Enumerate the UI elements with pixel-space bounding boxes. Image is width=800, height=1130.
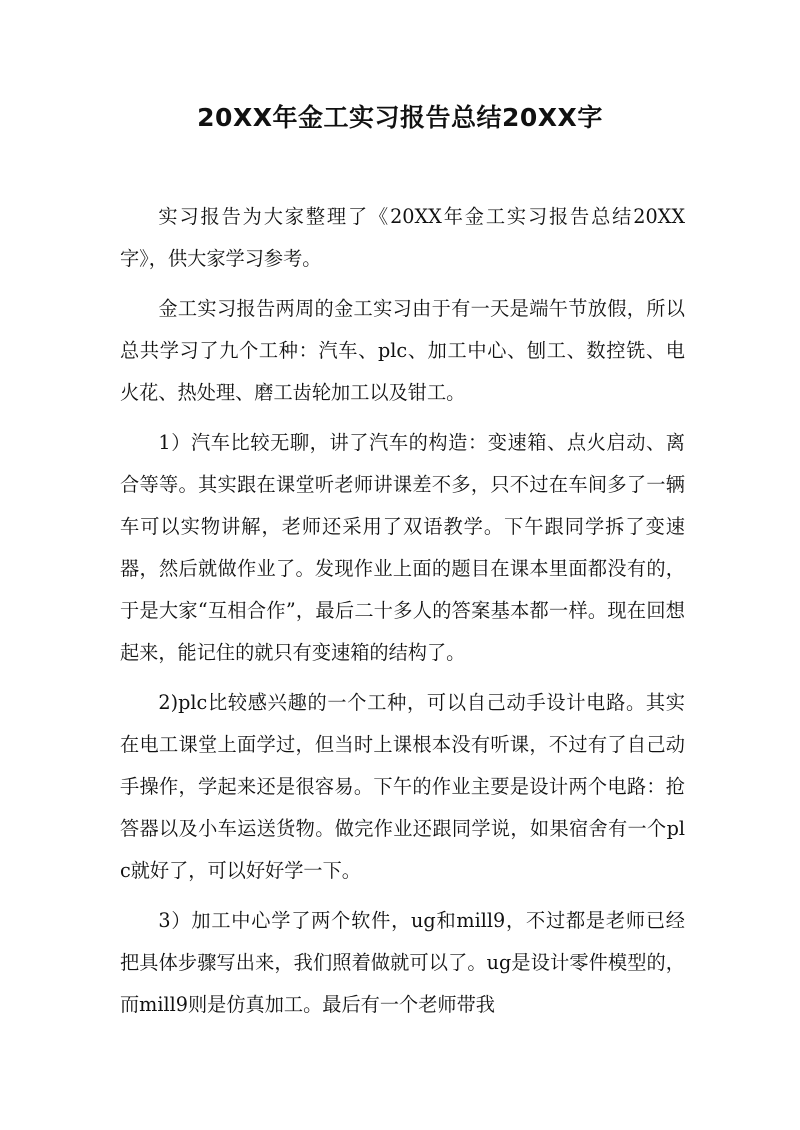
machining-center-paragraph: 3）加工中心学了两个软件，ug和mill9，不过都是老师已经把具体步骤写出来，我们照着做就可以了。ug是设计零件模型的，而mill9则是仿真加工。最后有一个老师带我: [120, 909, 685, 1016]
intro-paragraph: 实习报告为大家整理了《20XX年金工实习报告总结20XX字》，供大家学习参考。: [120, 205, 685, 270]
overview-paragraph: 金工实习报告两周的金工实习由于有一天是端午节放假，所以总共学习了九个工种：汽车、plc、加工中心、刨工、数控铣、电火花、热处理、磨工齿轮加工以及钳工。: [120, 297, 685, 404]
car-paragraph: 1）汽车比较无聊，讲了汽车的构造：变速箱、点火启动、离合等等。其实跟在课堂听老师讲课差不多，只不过在车间多了一辆车可以实物讲解，老师还采用了双语教学。下午跟同学拆了变速器，然后就做作业了。发现作业上面的题目在课本里面都没有的，于是大家“互相合作”，最后二十多人的答案基本都一样。现在回想起来，能记住的就只有变速箱的结构了。: [120, 431, 685, 664]
document-body: [120, 196, 685, 1034]
plc-paragraph: 2)plc比较感兴趣的一个工种，可以自己动手设计电路。其实在电工课堂上面学过，但当时上课根本没有听课，不过有了自己动手操作，学起来还是很容易。下午的作业主要是设计两个电路：抢答器以及小车运送货物。做完作业还跟同学说，如果宿舍有一个plc就好了，可以好好学一下。: [120, 691, 685, 882]
document-title: 20XX年金工实习报告总结20XX字: [197, 103, 603, 132]
